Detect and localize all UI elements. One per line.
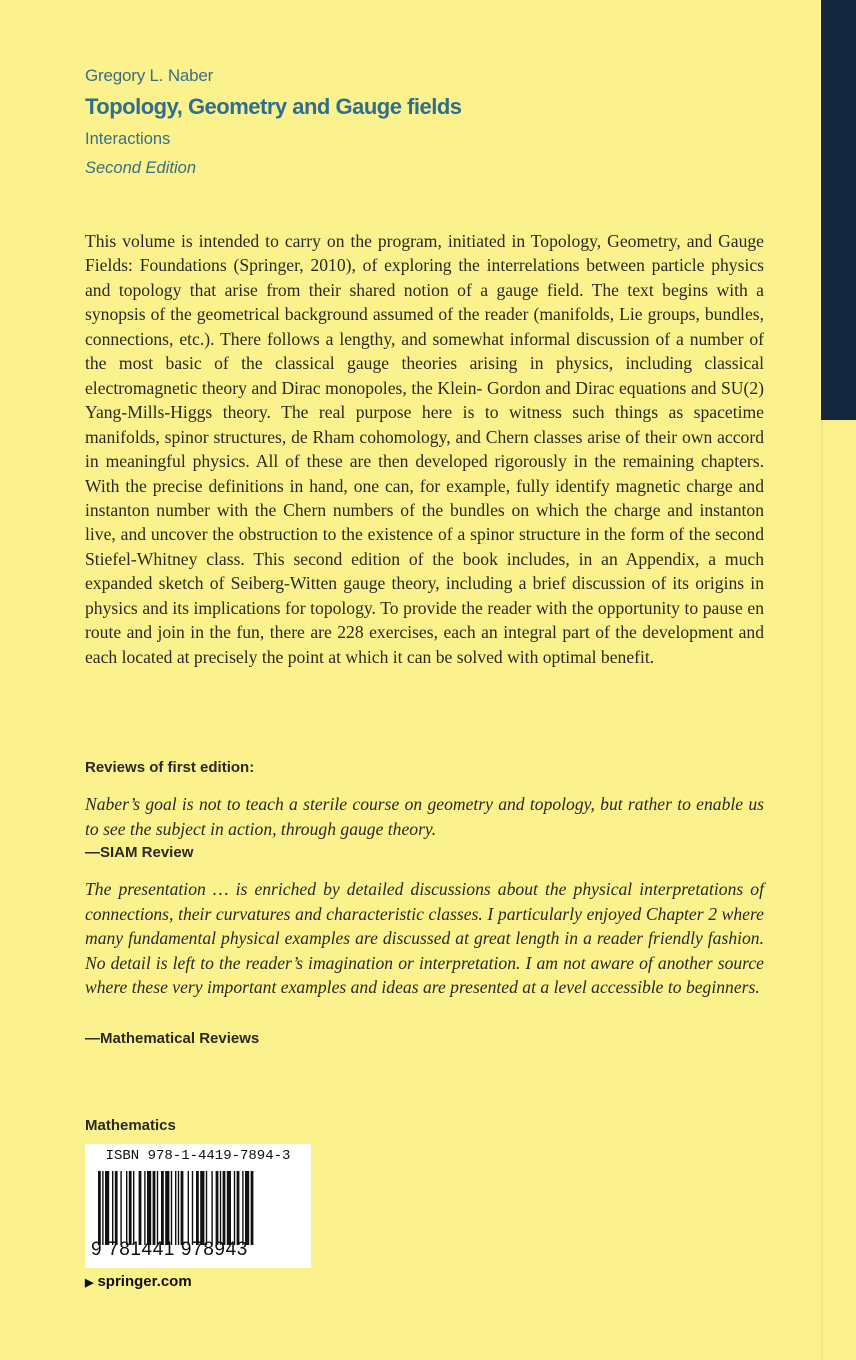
barcode-bar (178, 1171, 179, 1245)
barcode-bar (227, 1171, 231, 1245)
barcode-bar (165, 1171, 169, 1245)
spine-band (821, 0, 856, 420)
barcode-bar (112, 1171, 113, 1245)
barcode-bar (223, 1171, 226, 1245)
barcode-bar (242, 1171, 243, 1245)
barcode-bar (200, 1171, 204, 1245)
publisher-link[interactable] (85, 1273, 192, 1290)
isbn-label: ISBN 978-1-4419-7894-3 (105, 1148, 291, 1164)
barcode-bar (196, 1171, 199, 1245)
barcode-bar (181, 1171, 184, 1245)
barcode-bar (206, 1171, 207, 1245)
subject-category: Mathematics (85, 1117, 176, 1134)
barcode-bar (115, 1171, 118, 1245)
barcode-bar (237, 1171, 240, 1245)
barcode-bar (133, 1171, 134, 1245)
barcode-bar (245, 1171, 249, 1245)
barcode-bar (98, 1171, 101, 1245)
barcode-bar (157, 1171, 158, 1245)
barcode-bar (251, 1171, 254, 1245)
ean-digits: 9 781441 978943 (91, 1239, 248, 1260)
publisher-url: springer.com (97, 1273, 192, 1290)
barcode-bar (192, 1171, 193, 1245)
barcode-bar (234, 1171, 235, 1245)
barcode-bar (147, 1171, 151, 1245)
triangle-right-icon: ▶ (85, 1277, 94, 1289)
review-source: —SIAM Review (85, 844, 194, 861)
barcode-bar (153, 1171, 156, 1245)
book-title: Topology, Geometry and Gauge fields (85, 94, 462, 119)
spine-fold-line (821, 420, 823, 1360)
review-quote: The presentation … is enriched by detailed discussions about the physical interpretations of connections, their curvatures and characteristic classes. I particularly enjoyed Chapter 2 where many fundamental physical examples are discussed at great length in a reader friendly fashion. No detail is left to the reader’s imagination or interpretation. I am not aware of another source where these very important examples and ideas are presented at a level accessible to beginners. (85, 879, 764, 997)
barcode-bar (105, 1171, 109, 1245)
book-edition: Second Edition (85, 159, 196, 177)
barcode-bar (171, 1171, 172, 1245)
barcode-bars (98, 1171, 303, 1245)
reviews-heading: Reviews of first edition: (85, 759, 255, 776)
barcode-bar (175, 1171, 176, 1245)
barcode-bar (220, 1171, 221, 1245)
barcode-bar (211, 1171, 212, 1245)
barcode-bar (126, 1171, 127, 1245)
review-quote: Naber’s goal is not to teach a sterile course on geometry and topology, but rather to enable us to see the subject in action, through gauge theory. (85, 794, 764, 839)
book-subtitle: Interactions (85, 130, 171, 148)
barcode-bar (129, 1171, 132, 1245)
barcode-bar (161, 1171, 164, 1245)
isbn-barcode (85, 1144, 311, 1268)
blurb-paragraph: This volume is intended to carry on the program, initiated in Topology, Geometry, and Gauge Fields: Foundations (Springer, 2010), of exploring the interrelations between particle physics and topology that arise from their shared notion of a gauge field. The text begins with a synopsis of the geometrical background assumed of the reader (manifolds, Lie groups, bundles, connections, etc.). There follows a lengthy, and somewhat informal discussion of a number of the most basic of the classical gauge theories arising in physics, including classical electromagnetic theory and Dirac monopoles, the Klein- Gordon and Dirac equations and SU(2) Yang-Mills-Higgs theory. The real purpose here is to witness such things as spacetime manifolds, spinor structures, de Rham cohomology, and Chern classes arise of their own accord in meaningful physics. All of these are then developed rigorously in the remaining chapters. With the precise definitions in hand, one can, for example, fully identify magnetic charge and instanton number with the Chern numbers of the bundles on which the charge and instanton live, and uncover the obstruction to the existence of a spinor structure in the form of the second Stiefel-Whitney class. This second edition of the book includes, in an Appendix, a much expanded sketch of Seiberg-Witten gauge theory, including a brief discussion of its origins in physics and its implications for topology. To provide the reader with the opportunity to pause en route and join in the fun, there are 228 exercises, each an integral part of the development and each located at precisely the point at which it can be solved with optimal benefit. (85, 231, 764, 667)
barcode-bar (144, 1171, 145, 1245)
barcode-bar (120, 1171, 121, 1245)
review-source: —Mathematical Reviews (85, 1030, 260, 1047)
barcode-bar (102, 1171, 103, 1245)
barcode-bar (188, 1171, 189, 1245)
barcode-bar (139, 1171, 142, 1245)
author-name: Gregory L. Naber (85, 66, 214, 85)
barcode-bar (216, 1171, 219, 1245)
